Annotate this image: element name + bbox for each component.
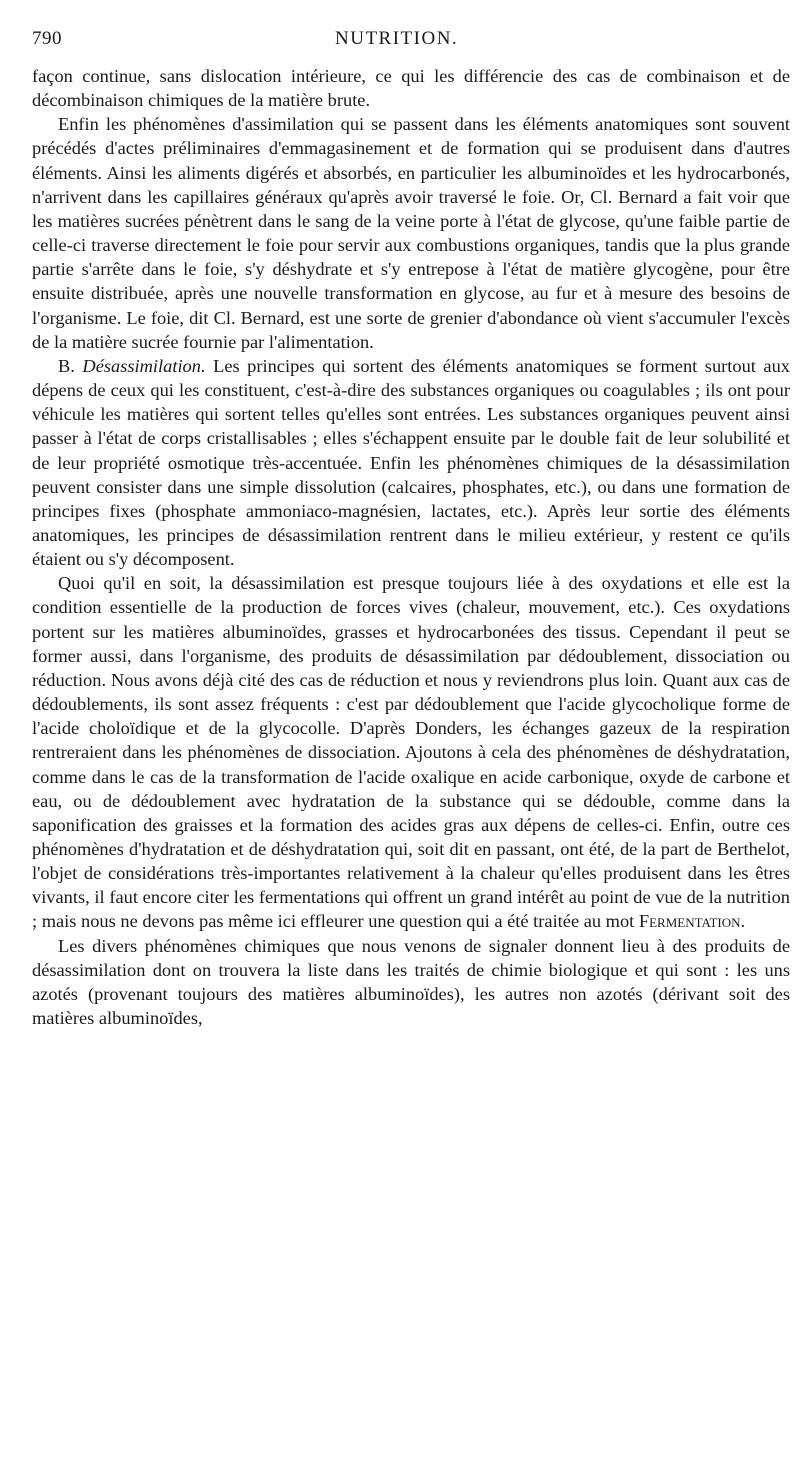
running-title: NUTRITION. (335, 28, 459, 49)
paragraph-assimilation: Enfin les phénomènes d'assimilation qui se passent dans les éléments anatomiques sont souvent précédés d'actes préliminaires d'emmagasinement et de formation qui se produisent dans d'autres éléments. Ainsi les aliments digérés et absorbés, en particulier les albuminoïdes et les hydrocarbonés, n'arrivent dans les capillaires généraux qu'après avoir traversé le foie. Or, Cl. Bernard a fait voir que les matières sucrées pénètrent dans le sang de la veine porte à l'état de glycose, qu'une faible partie de celle-ci traverse directement le foie pour servir aux combustions organiques, tandis que la plus grande partie s'arrête dans le foie, s'y déshydrate et s'y entrepose à l'état de matière glycogène, pour être ensuite distribuée, après une nouvelle transformation en glycose, au fur et à mesure des besoins de l'organisme. Le foie, dit Cl. Bernard, est une sorte de grenier d'abondance où vient s'accumuler l'excès de la matière sucrée fournie par l'alimentation. (32, 114, 790, 352)
paragraph-continuation: façon continue, sans dislocation intérieure, ce qui les différencie des cas de combinaison et de décombinaison chimiques de la matière brute. (32, 66, 790, 111)
page-number: 790 (32, 28, 62, 49)
book-page (32, 28, 790, 1030)
section-text: Les principes qui sortent des éléments anatomiques se forment surtout aux dépens de ceux qui les constituent, c'est-à-dire des substances organiques ou coagulables ; ils ont pour véhicule les matières qui sortent telles qu'elles sont entrées. Les substances organiques peuvent ainsi passer à l'état de corps cristallisables ; elles s'échappent ensuite par le double fait de leur solubilité et de leur propriété osmotique très-accentuée. Enfin les phénomènes chimiques de la désassimilation peuvent consister dans une simple dissolution (calcaires, phosphates, etc.), ou dans une formation de principes fixes (phosphate ammoniaco-magnésien, lactates, etc.). Après leur sortie des éléments anatomiques, les principes de désassimilation rentrent dans le milieu extérieur, y restent ce qu'ils étaient ou s'y décomposent. (32, 355, 790, 570)
section-label: B. (58, 355, 75, 376)
oxydations-end: . (740, 911, 746, 932)
page-header (32, 28, 790, 56)
paragraph-desassimilation (32, 354, 790, 571)
oxydations-text: Quoi qu'il en soit, la désassimilation est presque toujours liée à des oxydations et elle est la condition essentielle de la production de forces vives (chaleur, mouvement, etc.). Ces oxydations portent sur les matières albuminoïdes, grasses et hydrocarbonées des tissus. Cependant il peut se former aussi, dans l'organisme, des produits de désassimilation par dédoublement, dissociation ou réduction. Nous avons déjà cité des cas de réduction et nous y reviendrons plus loin. Quant aux cas de dédoublements, ils sont assez fréquents : c'est par dédoublement que l'acide glycocholique forme de l'acide choloïdique et de la glycocolle. D'après Donders, les échanges gazeux de la respiration rentreraient dans les phénomènes de dissociation. Ajoutons à cela des phénomènes de déshydratation, comme dans le cas de la transformation de l'acide oxalique en acide carbonique, oxyde de carbone et eau, ou de dédoublement avec hydratation de la substance qui se dédouble, comme dans la saponification des graisses et la formation des acides gras aux dépens de celles-ci. Enfin, outre ces phénomènes d'hydratation et de déshydratation qui, soit dit en passant, ont été, de la part de Berthelot, l'objet de considérations très-importantes relativement à la chaleur qu'elles produisent dans les êtres vivants, il faut encore citer les fermentations qui offrent un grand intérêt au point de vue de la nutrition ; mais nous ne devons pas même ici effleurer une question qui a été traitée au mot (32, 573, 790, 932)
section-heading: Désassimilation. (82, 355, 206, 376)
paragraph-produits: Les divers phénomènes chimiques que nous venons de signaler donnent lieu à des produits de désassimilation dont on trouvera la liste dans les traités de chimie biologique et qui sont : les uns azotés (provenant toujours des matières albuminoïdes), les autres non azotés (dérivant soit des matières albuminoïdes, (32, 935, 790, 1029)
paragraph-oxydations (32, 571, 790, 933)
cross-reference: Fermentation (638, 911, 741, 932)
body-text (32, 64, 790, 1030)
